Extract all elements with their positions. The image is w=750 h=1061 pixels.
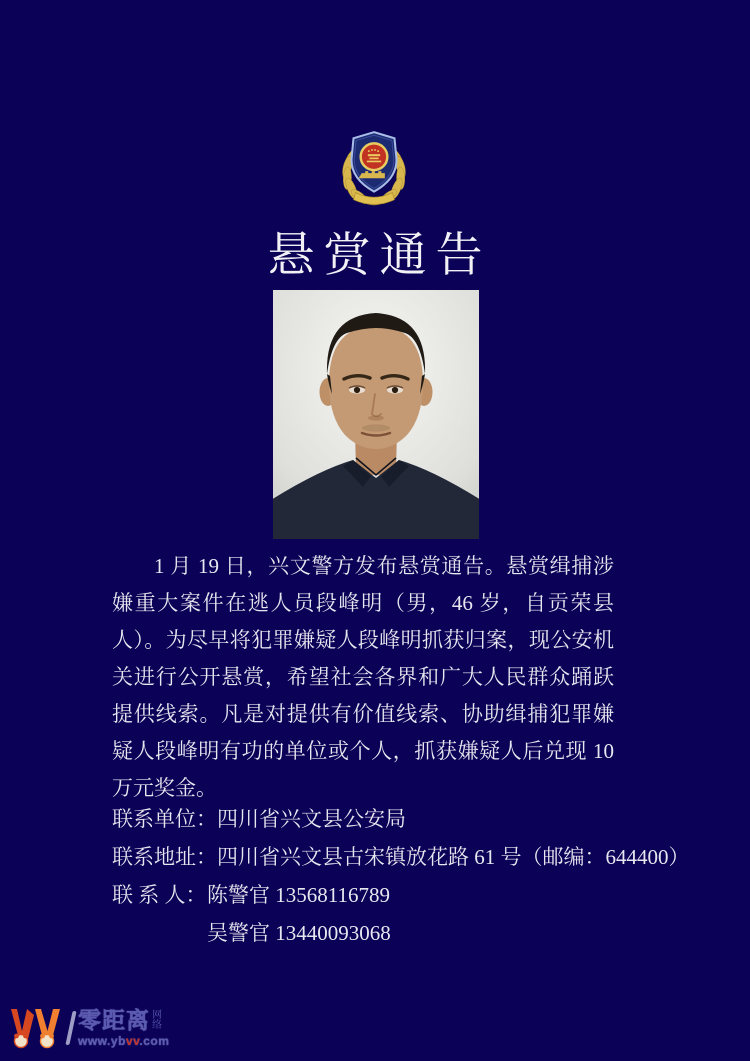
contact-value: 四川省兴文县公安局 bbox=[217, 807, 406, 831]
contact-line-person-1 bbox=[112, 876, 632, 914]
double-v-mascot-icon bbox=[8, 1003, 64, 1053]
contact-block bbox=[112, 800, 690, 952]
suspect-photo bbox=[273, 290, 479, 539]
contact-line-address bbox=[112, 838, 690, 876]
watermark-site-name: 零距离 bbox=[78, 1007, 150, 1033]
contact-value: 陈警官 13568116789 bbox=[207, 883, 390, 907]
contact-value: 吴警官 13440093068 bbox=[207, 921, 391, 945]
contact-label: 联 系 人： bbox=[112, 883, 207, 907]
site-watermark bbox=[8, 1000, 169, 1056]
watermark-url bbox=[78, 1035, 169, 1047]
watermark-site-suffix: 网络 bbox=[152, 1010, 162, 1031]
contact-value: 四川省兴文县古宋镇放花路 61 号（邮编：644400） bbox=[217, 845, 690, 869]
contact-line-person-2 bbox=[112, 914, 632, 952]
notice-body bbox=[112, 548, 614, 807]
watermark-text bbox=[78, 1009, 169, 1047]
police-badge-icon bbox=[338, 126, 410, 210]
contact-label: 联系单位： bbox=[112, 807, 217, 831]
watermark-divider bbox=[65, 1011, 76, 1045]
notice-paragraph: 1 月 19 日，兴文警方发布悬赏通告。悬赏缉捕涉嫌重大案件在逃人员段峰明（男，46 岁，自贡荣县人）。为尽早将犯罪嫌疑人段峰明抓获归案，现公安机关进行公开悬赏，希望社会各界和广大人民群众踊跃提供线索。凡是对提供有价值线索、协助缉捕犯罪嫌疑人段峰明有功的单位或个人，抓获嫌疑人后兑现 10 万元奖金。 bbox=[112, 554, 614, 800]
page-title: 悬赏通告 bbox=[267, 230, 492, 282]
watermark-url-suffix: .com bbox=[139, 1034, 170, 1048]
watermark-url-prefix: www.yb bbox=[78, 1034, 126, 1048]
watermark-url-highlight: vv bbox=[125, 1034, 140, 1048]
contact-line-unit bbox=[112, 800, 632, 838]
contact-label: 联系地址： bbox=[112, 845, 217, 869]
